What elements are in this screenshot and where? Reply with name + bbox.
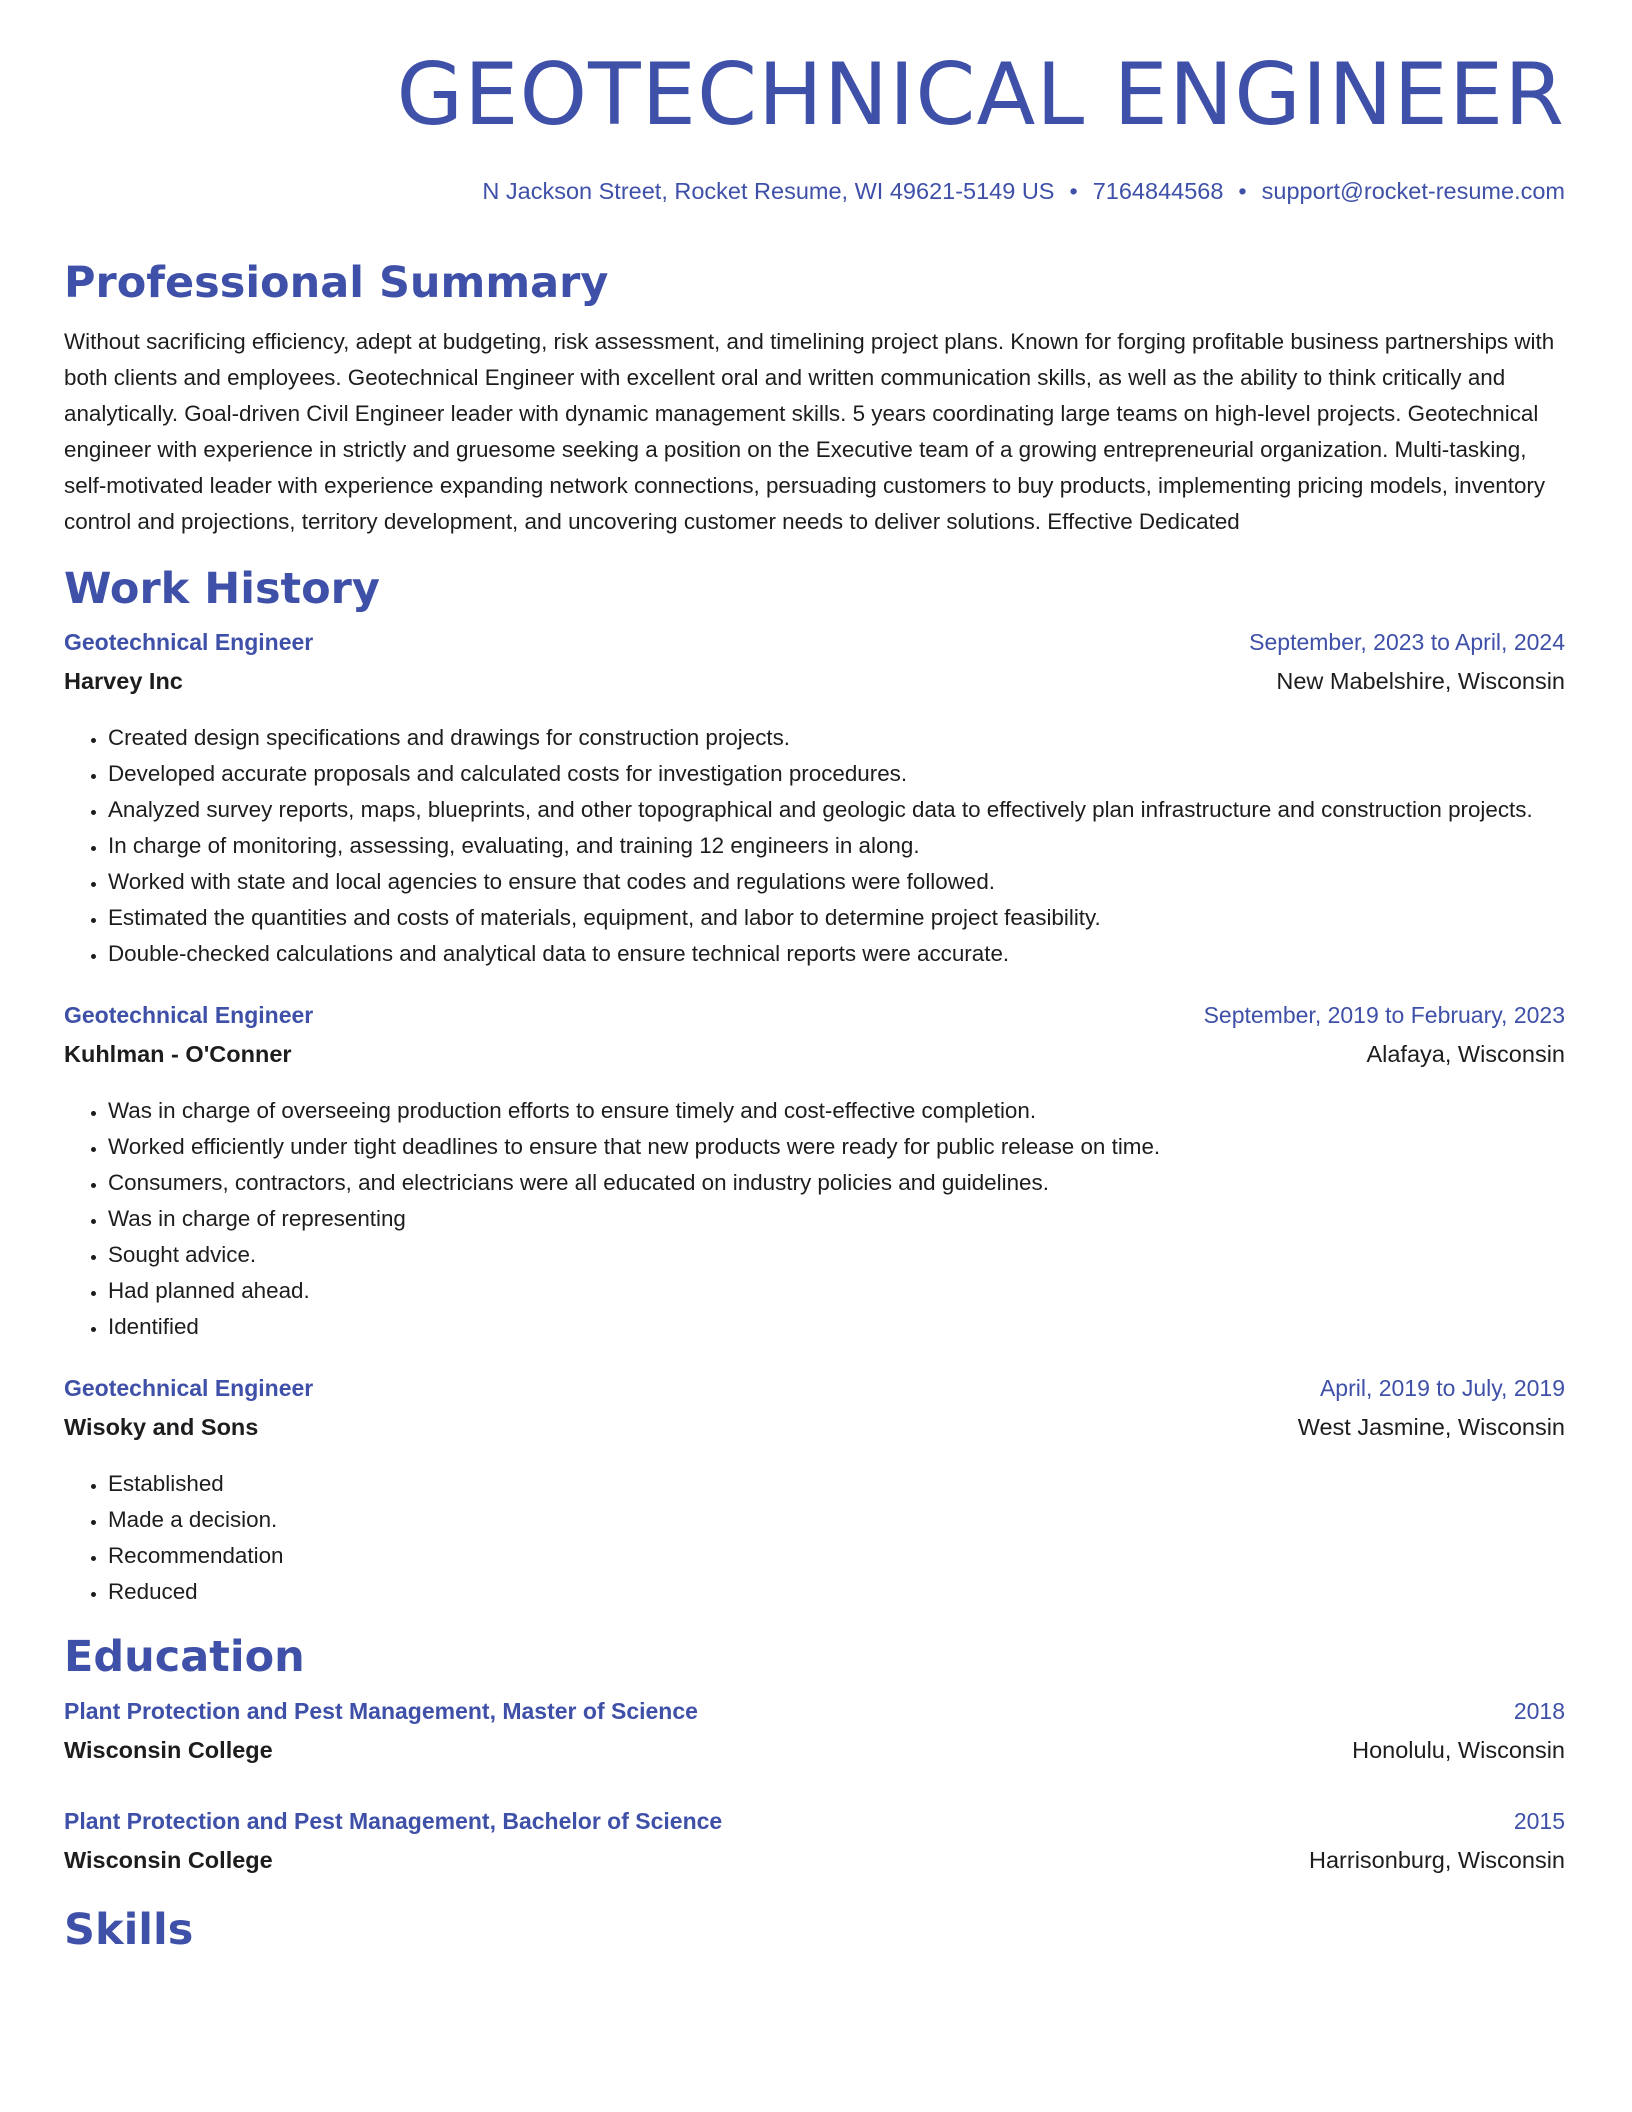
job-bullet: • Double-checked calculations and analytical data to ensure technical reports were accurate. xyxy=(108,936,1565,972)
email-text: support@rocket-resume.com xyxy=(1261,178,1565,204)
job-bullet: • Worked with state and local agencies to ensure that codes and regulations were followed. xyxy=(108,864,1565,900)
job-bullet: • Developed accurate proposals and calculated costs for investigation procedures. xyxy=(108,756,1565,792)
job-entry xyxy=(64,1002,1565,1345)
education-school: Wisconsin College xyxy=(64,1846,273,1873)
job-bullet: • Consumers, contractors, and electricians were all educated on industry policies and guidelines. xyxy=(108,1165,1565,1201)
job-bullet: • Was in charge of overseeing production efforts to ensure timely and cost-effective completion. xyxy=(108,1093,1565,1129)
job-bullet: • Estimated the quantities and costs of materials, equipment, and labor to determine project feasibility. xyxy=(108,900,1565,936)
job-dates: April, 2019 to July, 2019 xyxy=(1319,1375,1565,1402)
skills-heading: Skills xyxy=(64,1904,194,1955)
education-year: 2015 xyxy=(1513,1807,1565,1834)
job-entry xyxy=(64,629,1565,972)
job-header-row xyxy=(64,1002,1565,1041)
job-role: Geotechnical Engineer xyxy=(64,629,314,656)
job-bullet: • Identified xyxy=(108,1309,1565,1345)
education-location: Harrisonburg, Wisconsin xyxy=(1309,1846,1565,1873)
education-entry xyxy=(64,1698,1565,1775)
education-heading: Education xyxy=(64,1632,305,1683)
job-company: Kuhlman - O'Conner xyxy=(64,1041,292,1068)
resume-body xyxy=(64,258,1565,1956)
separator-dot: • xyxy=(1069,178,1078,204)
job-company-row xyxy=(64,1041,1565,1079)
summary-heading: Professional Summary xyxy=(64,258,609,308)
education-header-row xyxy=(64,1698,1565,1737)
job-bullet: • Established xyxy=(108,1466,1565,1502)
education-degree: Plant Protection and Pest Management, Bachelor of Science xyxy=(64,1807,723,1834)
job-bullet: • Recommendation xyxy=(108,1538,1565,1574)
job-company: Harvey Inc xyxy=(64,668,183,695)
job-location: Alafaya, Wisconsin xyxy=(1366,1041,1565,1068)
job-bullet: • In charge of monitoring, assessing, evaluating, and training 12 engineers in along. xyxy=(108,828,1565,864)
education-school-row xyxy=(64,1847,1565,1885)
job-company: Wisoky and Sons xyxy=(64,1414,259,1441)
job-bullet: • Analyzed survey reports, maps, blueprints, and other topographical and geologic data to effectively plan infrastructure and construction projects. xyxy=(108,792,1565,828)
job-entry xyxy=(64,1375,1565,1610)
job-location: West Jasmine, Wisconsin xyxy=(1297,1414,1565,1441)
contact-line xyxy=(396,178,1565,205)
job-company-row xyxy=(64,1414,1565,1452)
job-bullet: • Made a decision. xyxy=(108,1502,1565,1538)
address-text: N Jackson Street, Rocket Resume, WI 49621-5149 US xyxy=(482,178,1055,204)
work-history-section xyxy=(64,564,1565,1611)
job-role: Geotechnical Engineer xyxy=(64,1375,314,1402)
separator-dot: • xyxy=(1238,178,1247,204)
job-header-row xyxy=(64,629,1565,668)
job-dates: September, 2019 to February, 2023 xyxy=(1203,1002,1565,1029)
education-location: Honolulu, Wisconsin xyxy=(1352,1736,1565,1763)
skills-section xyxy=(64,1905,1565,1957)
education-year: 2018 xyxy=(1513,1697,1565,1724)
phone-text: 7164844568 xyxy=(1092,178,1224,204)
education-entry xyxy=(64,1808,1565,1885)
job-location: New Mabelshire, Wisconsin xyxy=(1276,668,1565,695)
education-degree: Plant Protection and Pest Management, Master of Science xyxy=(64,1697,698,1724)
resume-header xyxy=(396,45,1565,205)
job-bullet-list xyxy=(64,720,1565,972)
job-bullet: • Worked efficiently under tight deadlines to ensure that new products were ready for public release on time. xyxy=(108,1129,1565,1165)
education-school-row xyxy=(64,1737,1565,1775)
job-dates: September, 2023 to April, 2024 xyxy=(1249,629,1565,656)
summary-text: Without sacrificing efficiency, adept at budgeting, risk assessment, and timelining project plans. Known for forging profitable business partnerships with both clients and employees. Geotechnical Engineer with excellent oral and written communication skills, as well as the ability to think critically and analytically. Goal-driven Civil Engineer leader with dynamic management skills. 5 years coordinating large teams on high-level projects. Geotechnical engineer with experience in strictly and gruesome seeking a position on the Executive team of a growing entrepreneurial organization. Multi-tasking, self-motivated leader with experience expanding network connections, persuading customers to buy products, implementing pricing models, inventory control and projections, territory development, and uncovering customer needs to deliver solutions. Effective Dedicated xyxy=(64,328,1555,534)
summary-section xyxy=(64,258,1565,540)
work-history-heading: Work History xyxy=(64,563,380,614)
education-header-row xyxy=(64,1808,1565,1847)
job-bullet-list xyxy=(64,1093,1565,1345)
job-bullet: • Was in charge of representing xyxy=(108,1201,1565,1237)
job-header-row xyxy=(64,1375,1565,1414)
job-bullet: • Had planned ahead. xyxy=(108,1273,1565,1309)
education-school: Wisconsin College xyxy=(64,1736,273,1763)
job-bullet: • Sought advice. xyxy=(108,1237,1565,1273)
job-bullet: • Reduced xyxy=(108,1574,1565,1610)
education-section xyxy=(64,1632,1565,1885)
job-company-row xyxy=(64,668,1565,706)
job-bullet: • Created design specifications and drawings for construction projects. xyxy=(108,720,1565,756)
candidate-title: GEOTECHNICAL ENGINEER xyxy=(396,45,1565,145)
job-role: Geotechnical Engineer xyxy=(64,1002,314,1029)
job-bullet-list xyxy=(64,1466,1565,1610)
